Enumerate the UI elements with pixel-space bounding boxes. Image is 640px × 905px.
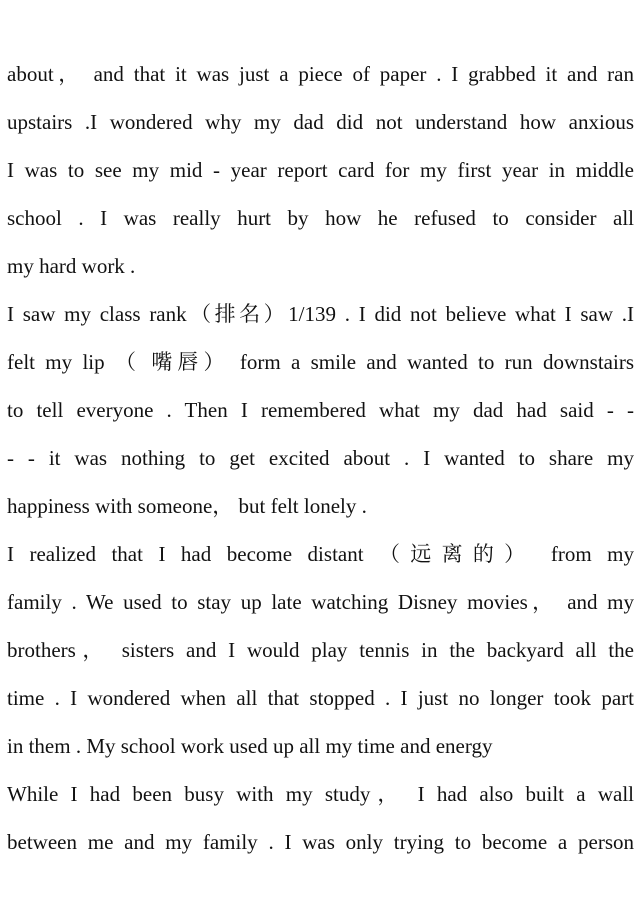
text-line: about， and that it was just a piece of paper . I grabbed it and ran — [7, 62, 634, 86]
text-line: I was to see my mid - year report card for my first year in middle — [7, 158, 634, 182]
text-line: felt my lip （ 嘴唇） form a smile and wanted to run downstairs — [7, 350, 634, 374]
text-line: family . We used to stay up late watching Disney movies， and my — [7, 590, 634, 614]
text-line: I saw my class rank（排名）1/139 . I did not believe what I saw .I — [7, 302, 634, 326]
text-line: to tell everyone . Then I remembered what my dad had said - - — [7, 398, 634, 422]
text-line: upstairs .I wondered why my dad did not understand how anxious — [7, 110, 634, 134]
text-line: brothers， sisters and I would play tennis in the backyard all the — [7, 638, 634, 662]
text-line: While I had been busy with my study， I had also built a wall — [7, 782, 634, 806]
text-line: time . I wondered when all that stopped . I just no longer took part — [7, 686, 634, 710]
text-line: - - it was nothing to get excited about . I wanted to share my — [7, 446, 634, 470]
text-line: between me and my family . I was only trying to become a person — [7, 830, 634, 854]
text-line: in them . My school work used up all my time and energy — [7, 734, 493, 758]
text-line: my hard work . — [7, 254, 136, 278]
text-line: I realized that I had become distant （远离的） from my — [7, 542, 634, 566]
text-line: happiness with someone， but felt lonely . — [7, 494, 367, 518]
text-line: school . I was really hurt by how he refused to consider all — [7, 206, 634, 230]
